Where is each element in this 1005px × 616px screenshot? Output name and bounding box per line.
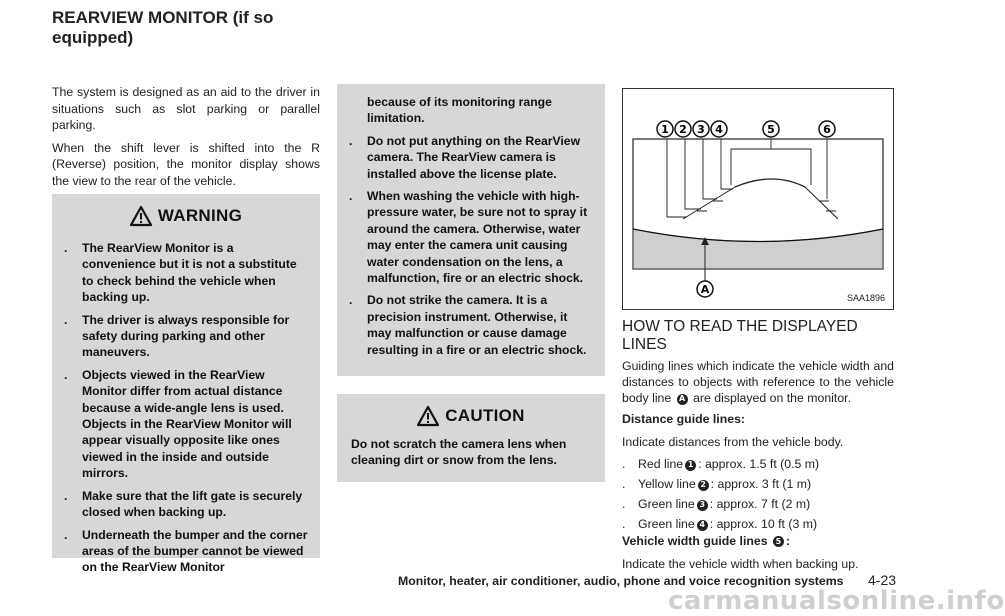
callout-2 [675, 121, 691, 137]
distance-line-item [622, 456, 894, 472]
callout-6 [819, 121, 835, 137]
warning-triangle-icon [130, 206, 152, 226]
caution-heading-label: CAUTION [445, 406, 525, 425]
bullet: . [349, 133, 353, 148]
ref-a-badge: A [677, 394, 688, 405]
bullet: . [64, 312, 68, 327]
line-number-badge: 1 [685, 460, 696, 471]
warning-item-text: Do not put anything on the RearView camera. The RearView camera is installed above the license plate. [367, 133, 581, 181]
warning-list-continued [349, 94, 595, 358]
bullet: . [349, 189, 353, 204]
warning-continuation-text: because of its monitoring range limitation. [367, 95, 552, 126]
bullet: . [622, 497, 626, 511]
line-label: Red line [638, 457, 684, 471]
warning-item [64, 312, 310, 361]
bullet: . [622, 477, 626, 491]
bullet: . [622, 457, 626, 471]
warning-item-text: The driver is always responsible for safety during parking and other maneuvers. [82, 312, 290, 360]
line-number-badge: 3 [697, 500, 708, 511]
warning-heading-label: WARNING [157, 206, 243, 225]
bullet: . [349, 293, 353, 308]
warning-item-text: When washing the vehicle with high-pressure water, be sure not to spray it around the camera. Otherwise, water may enter the camera unit causing water condensation on the lens, a malfunction, fire or an electric shock. [367, 189, 588, 286]
callout-a-label: A [700, 283, 710, 296]
warning-item-text: Make sure that the lift gate is securely closed when backing up. [82, 488, 303, 520]
section-intro-a: Guiding lines which indicate the vehicle width and distances to objects with reference to the vehicle body line [622, 359, 894, 405]
bullet: . [64, 367, 68, 382]
watermark: carmanualsonline.info [668, 586, 1005, 616]
rearview-diagram [622, 88, 894, 310]
line-number-badge: 4 [697, 520, 708, 531]
callout-4 [711, 121, 727, 137]
warning-item [64, 367, 310, 482]
line-number-badge: 2 [698, 480, 709, 491]
warning-item-continuation [349, 94, 595, 127]
warning-item-text: Objects viewed in the RearView Monitor differ from actual distance because a wide-angle lens is used. Objects in the RearView Monitor will appear visually opposite like ones viewed in the inside and outside mirrors. [82, 367, 292, 481]
warning-item [349, 188, 595, 286]
callout-1 [657, 121, 673, 137]
intro-paragraph-1: The system is designed as an aid to the driver in situations such as slot parking or parallel parking. [52, 85, 320, 133]
intro-text [52, 84, 320, 196]
callout-3-label: 3 [697, 123, 705, 136]
warning-item-text: The RearView Monitor is a convenience but it is not a substitute to check behind the vehicle when backing up. [82, 241, 297, 305]
figure-code: SAA1896 [846, 293, 885, 303]
line-label: Green line [638, 497, 695, 511]
intro-paragraph-2: When the shift lever is shifted into the R (Reverse) position, the monitor display shows the view to the rear of the vehicle. [52, 140, 320, 188]
section-intro-b: are displayed on the monitor. [693, 391, 851, 405]
distance-line-item [622, 496, 894, 512]
warning-item [64, 240, 310, 306]
warning-box-continued [337, 84, 605, 376]
section-intro [622, 358, 894, 406]
width-guide-heading [622, 534, 790, 548]
warning-item [64, 527, 310, 576]
caution-triangle-icon [417, 406, 439, 426]
callout-4-label: 4 [715, 123, 723, 136]
warning-heading [52, 206, 320, 226]
line-label: Green line [638, 517, 695, 531]
distance-line-item [622, 516, 894, 532]
rearview-diagram-svg [623, 89, 893, 309]
distance-guide-heading: Distance guide lines: [622, 412, 745, 426]
line-value: : approx. 1.5 ft (0.5 m) [698, 457, 820, 471]
callout-6-label: 6 [823, 123, 831, 136]
warning-item [64, 488, 310, 521]
line-value: : approx. 3 ft (1 m) [710, 477, 812, 491]
footer-chapter: Monitor, heater, air conditioner, audio, phone and voice recognition systems [398, 574, 844, 588]
line-value: : approx. 7 ft (2 m) [709, 497, 811, 511]
warning-box [52, 194, 320, 575]
warning-item [349, 133, 595, 182]
section-heading: HOW TO READ THE DISPLAYED LINES [622, 318, 858, 353]
warning-item-text: Underneath the bumper and the corner areas of the bumper cannot be viewed on the RearView Monitor [82, 527, 308, 575]
line-label: Yellow line [638, 477, 696, 491]
width-guide-heading-label: Vehicle width guide lines [622, 534, 768, 548]
width-number-badge: 5 [773, 536, 784, 547]
warning-item [349, 292, 595, 358]
callout-3 [693, 121, 709, 137]
caution-text: Do not scratch the camera lens when cleaning dirt or snow from the lens. [351, 437, 567, 468]
callout-5-label: 5 [767, 123, 775, 136]
width-guide-text: Indicate the vehicle width when backing up. [622, 557, 859, 571]
callout-2-label: 2 [679, 123, 687, 136]
warning-list [64, 240, 310, 576]
bullet: . [64, 527, 68, 542]
bullet: . [64, 241, 68, 255]
distance-line-list [622, 456, 894, 536]
width-guide-colon: : [785, 534, 791, 548]
callout-5 [763, 121, 779, 137]
bullet: . [64, 488, 68, 503]
line-value: : approx. 10 ft (3 m) [709, 517, 818, 531]
page-number: 4-23 [868, 572, 897, 588]
caution-box [337, 394, 605, 482]
callout-1-label: 1 [661, 123, 669, 136]
warning-item-text: Do not strike the camera. It is a precision instrument. Otherwise, it may malfunction or cause damage resulting in a fire or an electric shock. [367, 293, 587, 357]
caution-heading [337, 406, 605, 426]
callout-a [697, 281, 713, 297]
distance-line-item [622, 476, 894, 492]
page-title: REARVIEW MONITOR (if so equipped) [52, 8, 274, 47]
bullet: . [622, 517, 626, 531]
distance-guide-text: Indicate distances from the vehicle body. [622, 435, 844, 449]
